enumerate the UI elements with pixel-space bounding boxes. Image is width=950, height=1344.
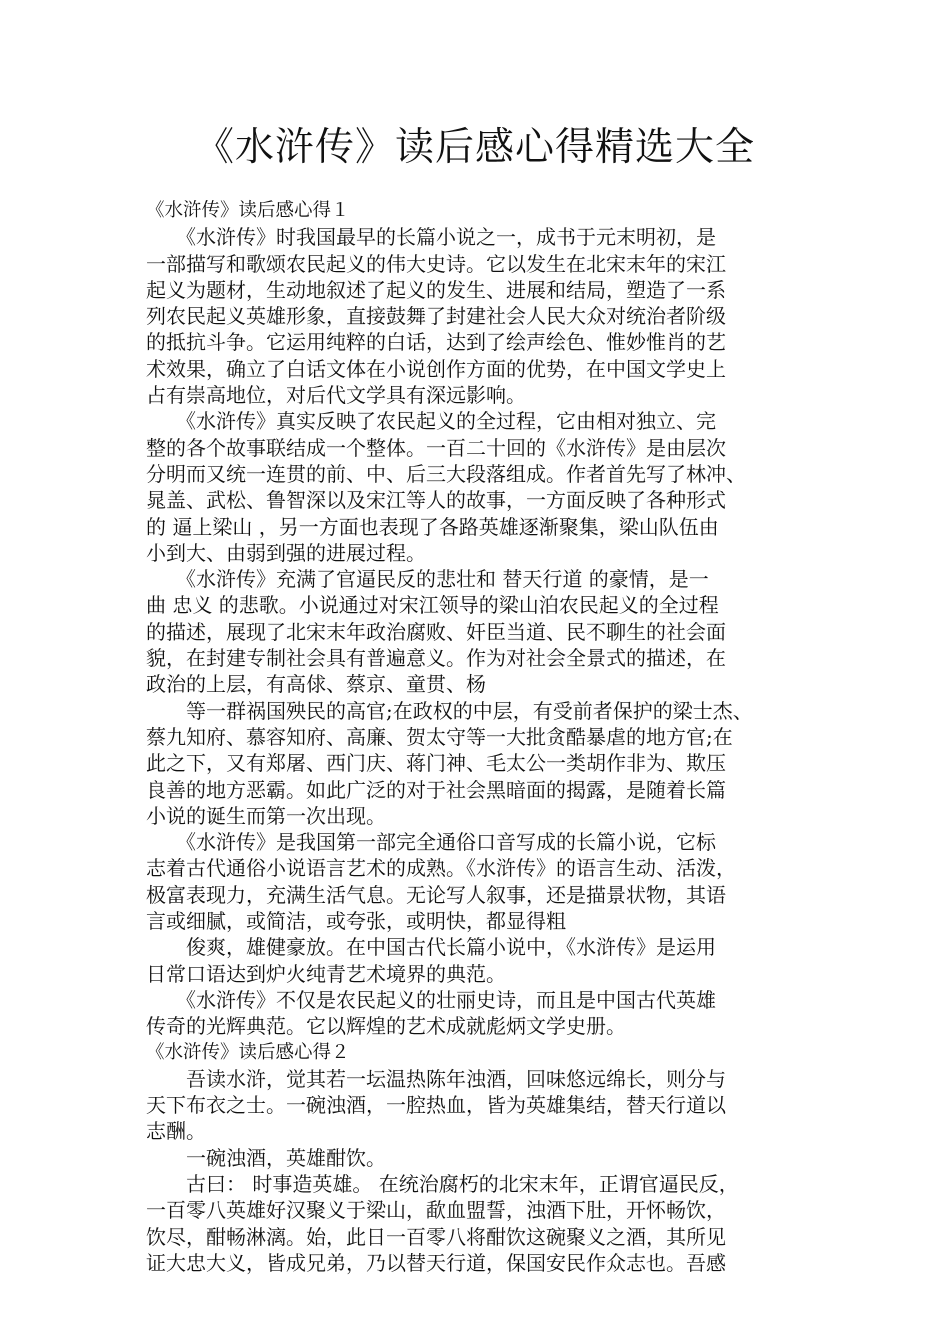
text-line: 政治的上层，有高俅、蔡京、童贯、杨 (146, 672, 486, 697)
text-line: 传奇的光辉典范。它以辉煌的艺术成就彪炳文学史册。 (146, 1014, 626, 1039)
text-line: 俊爽，雄健豪放。在中国古代长篇小说中，《水浒传》是运用 (146, 935, 716, 960)
text-line: 古曰： 时事造英雄。 在统治腐朽的北宋末年，正谓官逼民反， (146, 1171, 739, 1196)
text-line: 《水浒传》真实反映了农民起义的全过程，它由相对独立、完 (146, 409, 716, 434)
text-line: 极富表现力，充满生活气息。无论写人叙事，还是描景状物，其语 (146, 882, 726, 907)
text-line: 貌，在封建专制社会具有普遍意义。作为对社会全景式的描述，在 (146, 646, 726, 671)
text-line: 日常口语达到炉火纯青艺术境界的典范。 (146, 961, 506, 986)
text-line: 《水浒传》不仅是农民起义的壮丽史诗，而且是中国古代英雄 (146, 987, 716, 1012)
text-line: 的抵抗斗争。它运用纯粹的白话，达到了绘声绘色、惟妙惟肖的艺 (146, 330, 726, 355)
text-line: 《水浒传》是我国第一部完全通俗口音写成的长篇小说，它标 (146, 830, 716, 855)
text-line: 《水浒传》时我国最早的长篇小说之一，成书于元末明初，是 (146, 225, 716, 250)
text-line: 一百零八英雄好汉聚义于梁山，歃血盟誓，浊酒下肚，开怀畅饮， (146, 1198, 726, 1223)
text-line: 的描述，展现了北宋末年政治腐败、奸臣当道、民不聊生的社会面 (146, 619, 726, 644)
text-line: 证大忠大义，皆成兄弟，乃以替天行道，保国安民作众志也。吾感 (146, 1250, 726, 1275)
text-line: 此之下，又有郑屠、西门庆、蒋门神、毛太公一类胡作非为、欺压 (146, 751, 726, 776)
text-line: 列农民起义英雄形象，直接鼓舞了封建社会人民大众对统治者阶级 (146, 304, 726, 329)
text-line: 志酬。 (146, 1119, 206, 1144)
text-line: 小说的诞生而第一次出现。 (146, 803, 386, 828)
text-line: 曲 忠义 的悲歌。小说通过对宋江领导的梁山泊农民起义的全过程 (146, 593, 719, 618)
text-line: 分明而又统一连贯的前、中、后三大段落组成。作者首先写了林冲、 (146, 461, 746, 486)
text-line: 吾读水浒，觉其若一坛温热陈年浊酒，回味悠远绵长，则分与 (146, 1066, 726, 1091)
text-line: 术效果，确立了白话文体在小说创作方面的优势，在中国文学史上 (146, 356, 726, 381)
text-line: 《水浒传》充满了官逼民反的悲壮和 替天行道 的豪情，是一 (146, 567, 709, 592)
text-line: 天下布衣之士。一碗浊酒，一腔热血，皆为英雄集结，替天行道以 (146, 1093, 726, 1118)
document-body (146, 198, 826, 1276)
document-title: 《水浒传》读后感心得精选大全 (194, 125, 755, 170)
text-line: 志着古代通俗小说语言艺术的成熟。《水浒传》的语言生动、活泼， (146, 856, 736, 881)
text-line: 言或细腻，或简洁，或夸张，或明快，都显得粗 (146, 909, 566, 934)
text-line: 整的各个故事联结成一个整体。一百二十回的《水浒传》是由层次 (146, 435, 726, 460)
text-line: 良善的地方恶霸。如此广泛的对于社会黑暗面的揭露，是随着长篇 (146, 777, 726, 802)
text-line: 晁盖、武松、鲁智深以及宋江等人的故事，一方面反映了各种形式 (146, 488, 726, 513)
section-heading-2: 《水浒传》读后感心得２ (146, 1041, 350, 1063)
text-line: 一部描写和歌颂农民起义的伟大史诗。它以发生在北宋末年的宋江 (146, 251, 726, 276)
text-line: 饮尽，酣畅淋漓。始，此日一百零八将酣饮这碗聚义之酒，其所见 (146, 1224, 726, 1249)
text-line: 起义为题材，生动地叙述了起义的发生、进展和结局，塑造了一系 (146, 277, 726, 302)
text-line: 小到大、由弱到强的进展过程。 (146, 540, 426, 565)
text-line: 蔡九知府、慕容知府、高廉、贺太守等一大批贪酷暴虐的地方官;在 (146, 724, 733, 749)
section-heading-1: 《水浒传》读后感心得１ (146, 200, 350, 221)
text-line: 占有崇高地位，对后代文学具有深远影响。 (146, 383, 526, 408)
text-line: 一碗浊酒，英雄酣饮。 (146, 1145, 386, 1170)
text-line: 等一群祸国殃民的高官;在政权的中层，有受前者保护的梁士杰、 (146, 698, 753, 723)
text-line: 的 逼上梁山 ，另一方面也表现了各路英雄逐渐聚集，梁山队伍由 (146, 514, 719, 539)
